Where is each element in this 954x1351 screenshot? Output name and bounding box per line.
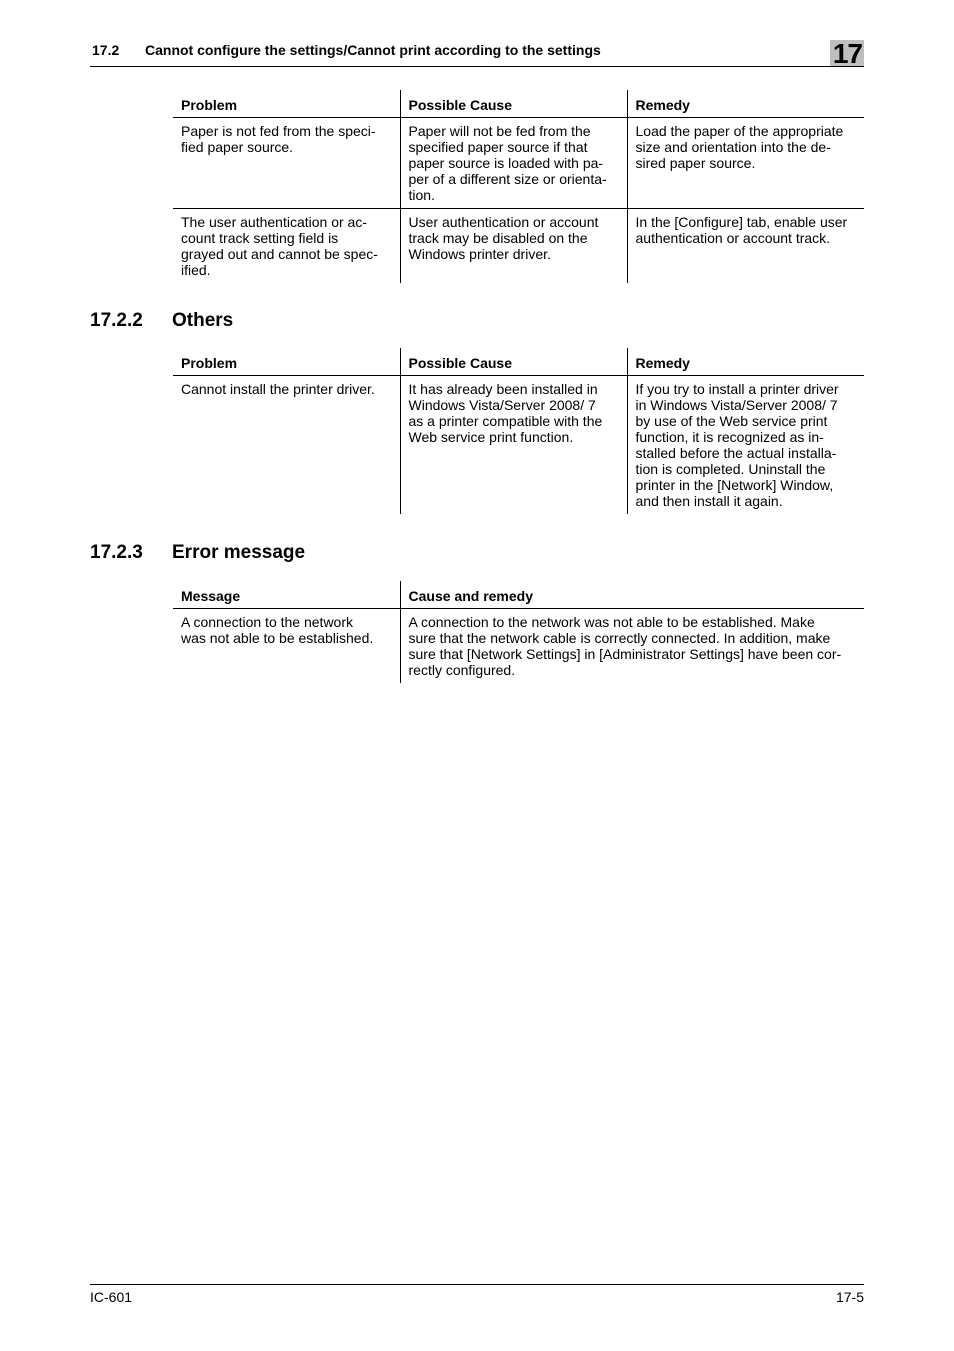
table-cell: A connection to the network was not able to be established. Make sure that the network cable is correctly connected. In addition, make sure that [Network Settings] in [Administrator Settings] have been cor- rectly configured.: [400, 609, 864, 684]
page-footer: [90, 1284, 864, 1305]
table-row: [173, 118, 864, 209]
column-header: Remedy: [627, 90, 864, 118]
column-header: Cause and remedy: [400, 581, 864, 609]
column-header: Remedy: [627, 348, 864, 376]
table-cell: Paper will not be fed from the specified paper source if that paper source is loaded with pa- per of a different size or orienta- tion.: [400, 118, 627, 209]
header-section-number: 17.2: [92, 42, 120, 58]
page-header: [90, 40, 864, 67]
table-cell: Cannot install the printer driver.: [181, 381, 375, 397]
section-title: Others: [172, 310, 234, 331]
section-heading-error-message: [90, 542, 305, 564]
table-cell: If you try to install a printer driver in Windows Vista/Server 2008/ 7 by use of the Web service print function, it is recognized as in- stalled before the actual installa- tion is completed. Uninstall the printer in the [Network] Window, and then install it again.: [627, 376, 864, 515]
column-header: Possible Cause: [400, 348, 627, 376]
table-cell: In the [Configure] tab, enable user authentication or account track.: [627, 209, 864, 284]
section-number: 17.2.3: [90, 542, 143, 563]
section-number: 17.2.2: [90, 310, 143, 331]
footer-page-number: 17-5: [835, 1289, 864, 1305]
section-heading-others: [90, 310, 233, 332]
error-message-table: [173, 581, 864, 683]
column-header: Message: [173, 581, 400, 609]
table-cell: Load the paper of the appropriate size and orientation into the de- sired paper source.: [627, 118, 864, 209]
problem-table-settings: [173, 90, 864, 283]
table-cell: It has already been installed in Windows Vista/Server 2008/ 7 as a printer compatible with the Web service print function.: [400, 376, 627, 515]
table-header-row: [173, 348, 864, 376]
problem-table-others: [173, 348, 864, 514]
column-header: Problem: [173, 90, 400, 118]
table-cell: The user authentication or ac- count track setting field is grayed out and cannot be spec- ified.: [181, 214, 378, 278]
chapter-number: 17: [832, 38, 862, 69]
column-header: Possible Cause: [400, 90, 627, 118]
chapter-tab: [830, 38, 864, 69]
table-row: [173, 609, 864, 684]
table-cell: Paper is not fed from the speci- fied paper source.: [173, 118, 400, 209]
section-title: Error message: [172, 542, 306, 563]
table-cell: A connection to the network was not able to be established.: [181, 614, 374, 646]
footer-model: IC-601: [90, 1289, 133, 1305]
table-row: [173, 376, 864, 515]
header-section-title: Cannot configure the settings/Cannot print according to the settings: [145, 42, 601, 58]
table-header-row: [173, 90, 864, 118]
column-header: Problem: [173, 348, 400, 376]
table-header-row: [173, 581, 864, 609]
table-cell: User authentication or account track may be disabled on the Windows printer driver.: [400, 209, 627, 284]
table-row: [173, 209, 864, 284]
